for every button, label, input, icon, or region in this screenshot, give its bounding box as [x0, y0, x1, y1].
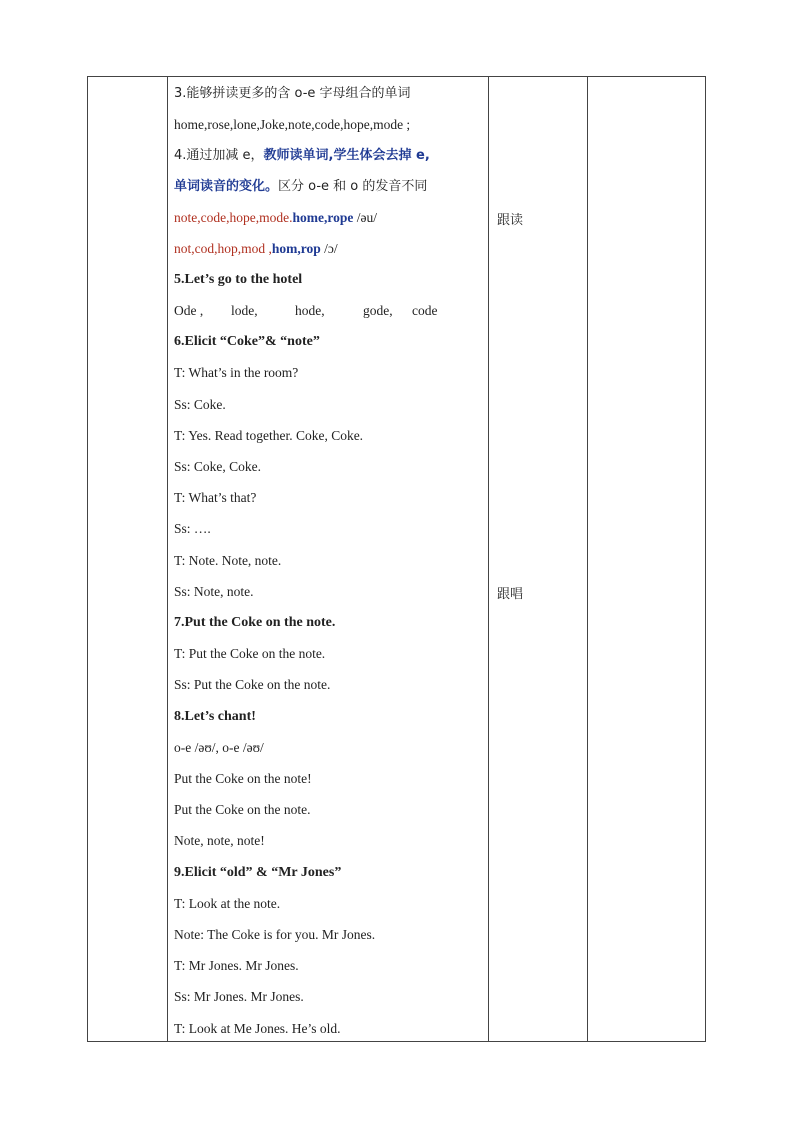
dialogue-line: Ss: Put the Coke on the note.: [174, 677, 331, 692]
column-divider: [167, 77, 168, 1041]
word-list: home,rose,lone,Joke,note,code,hope,mode ;: [174, 117, 411, 132]
dialogue-line: Ss: Mr Jones. Mr Jones.: [174, 989, 304, 1004]
hotel-word: lode,: [231, 303, 258, 318]
dialogue-line: T: Put the Coke on the note.: [174, 646, 326, 661]
hotel-word: hode,: [295, 303, 325, 318]
long-o-word-list: note,code,hope,mode.: [174, 210, 293, 225]
long-o-phonetic: /əu/: [353, 210, 377, 225]
long-o-bold-words: home,rope: [292, 210, 354, 225]
objective-3: 3.能够拼读更多的含 o-e 字母组合的单词: [174, 86, 411, 101]
step-5-heading: 5.Let’s go to the hotel: [174, 272, 303, 287]
step-9-heading: 9.Elicit “old” & “Mr Jones”: [174, 865, 342, 880]
student-activity-note: 跟读: [497, 213, 524, 228]
short-o-phonetic: /ɔ/: [320, 241, 338, 256]
short-o-bold-words: hom,rop: [271, 241, 321, 256]
long-o-words: [174, 209, 377, 227]
objective-4-cont: [174, 178, 427, 196]
dialogue-line: T: What’s in the room?: [174, 365, 299, 380]
dialogue-line: T: Mr Jones. Mr Jones.: [174, 958, 299, 973]
objective-4-text: 区分 o-e 和 o 的发音不同: [278, 179, 428, 194]
chant-line: Note, note, note!: [174, 833, 265, 848]
dialogue-line: Ss: Note, note.: [174, 584, 254, 599]
column-divider: [488, 77, 489, 1041]
dialogue-line: Ss: Coke, Coke.: [174, 459, 262, 474]
short-o-word-list: not,cod,hop,mod ,: [174, 241, 272, 256]
hotel-word: Ode ,: [174, 303, 204, 318]
hotel-words: [174, 302, 437, 320]
chant-line: o-e /əʊ/, o-e /əʊ/: [174, 740, 264, 755]
dialogue-line: Note: The Coke is for you. Mr Jones.: [174, 927, 376, 942]
student-activity-note: 跟唱: [497, 587, 524, 602]
column-divider: [587, 77, 588, 1041]
dialogue-line: T: What’s that?: [174, 490, 257, 505]
chant-line: Put the Coke on the note.: [174, 802, 311, 817]
hotel-word: code: [412, 303, 438, 318]
lesson-table: [87, 76, 706, 1042]
objective-4-emphasis: 教师读单词,学生体会去掉 e,: [263, 148, 430, 163]
dialogue-line: Ss: ….: [174, 521, 211, 536]
dialogue-line: T: Note. Note, note.: [174, 553, 282, 568]
dialogue-line: T: Yes. Read together. Coke, Coke.: [174, 428, 364, 443]
step-8-heading: 8.Let’s chant!: [174, 709, 256, 724]
dialogue-line: T: Look at Me Jones. He’s old.: [174, 1021, 341, 1036]
step-6-heading: 6.Elicit “Coke”& “note”: [174, 334, 320, 349]
short-o-words: [174, 240, 338, 258]
objective-4-prefix: 4.通过加减 e，: [174, 148, 264, 163]
dialogue-line: T: Look at the note.: [174, 896, 281, 911]
objective-4-emphasis-2: 单词读音的变化。: [174, 179, 279, 194]
step-7-heading: 7.Put the Coke on the note.: [174, 615, 336, 630]
dialogue-line: Ss: Coke.: [174, 397, 226, 412]
chant-line: Put the Coke on the note!: [174, 771, 312, 786]
hotel-word: gode,: [363, 303, 393, 318]
objective-4: [174, 147, 430, 165]
